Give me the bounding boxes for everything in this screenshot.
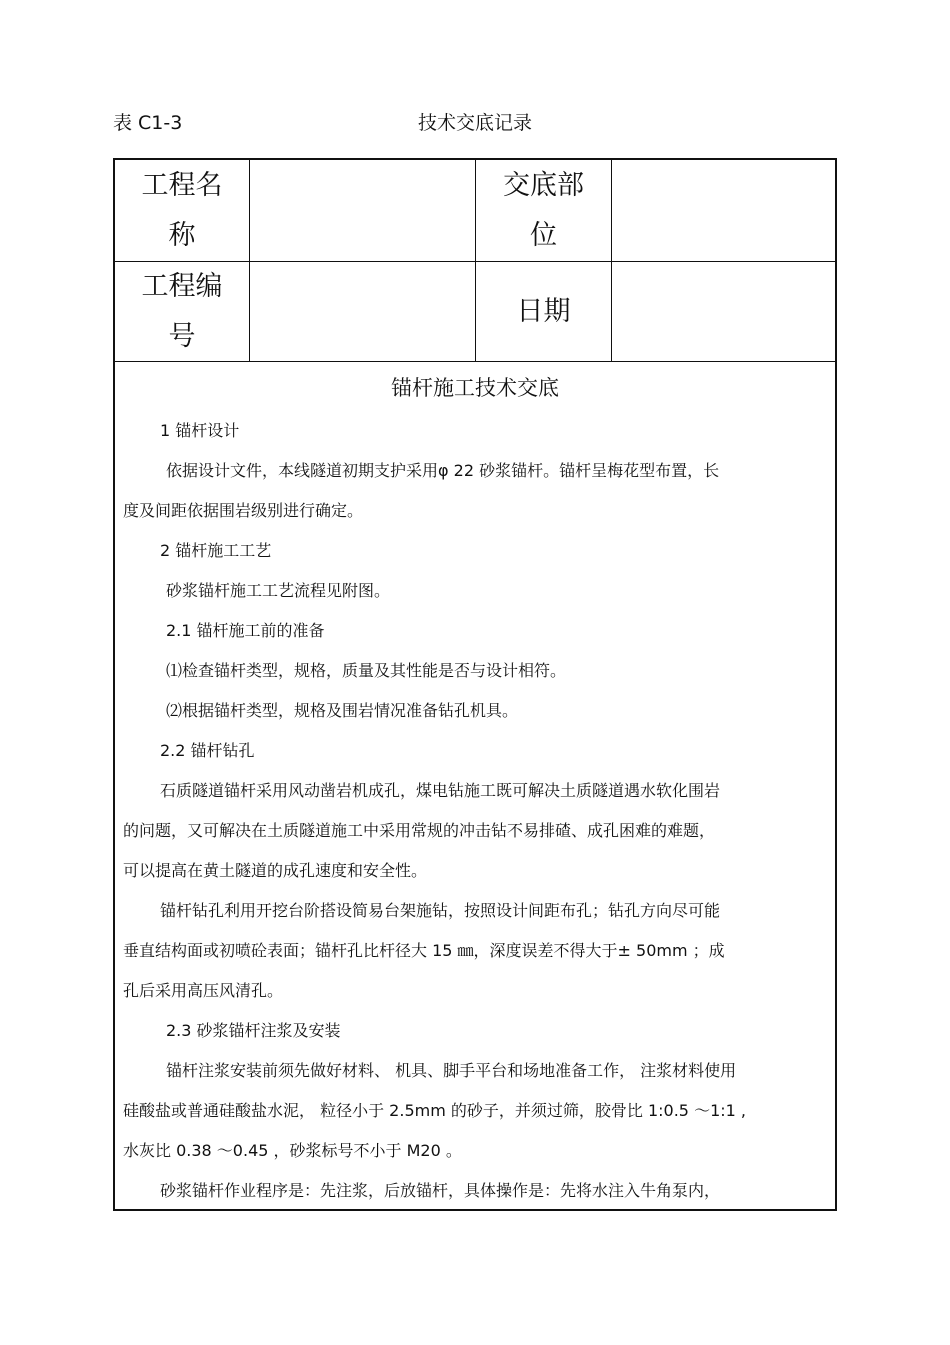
content-line: 可以提高在黄土隧道的成孔速度和安全性。 [123,861,428,880]
project-no-label [115,262,249,361]
content-line: 的问题，又可解决在土质隧道施工中采用常规的冲击钻不易排碴、成孔困难的难题， [123,821,716,840]
location-label [476,160,611,261]
content-line: 水灰比 0.38 ～0.45 ，砂浆标号不小于 M20 。 [123,1141,462,1160]
content-line: 垂直结构面或初喷砼表面；锚杆孔比杆径大 15 ㎜，深度误差不得大于± 50mm ；成 [123,941,725,960]
content-line: 2.3 砂浆锚杆注浆及安装 [166,1021,341,1040]
content-line: 2 锚杆施工工艺 [160,541,272,560]
row-divider [115,361,835,362]
content-line: 2.1 锚杆施工前的准备 [166,621,325,640]
content-line: 砂浆锚杆施工工艺流程见附图。 [166,581,391,600]
content-line: 锚杆注浆安装前须先做好材料、 机具、脚手平台和场地准备工作， 注浆材料使用 [166,1061,737,1080]
project-no-label-line2: 号 [168,320,196,352]
location-field[interactable] [612,160,835,261]
content-line: 硅酸盐或普通硅酸盐水泥， 粒径小于 2.5mm 的砂子，并须过筛，胶骨比 1:0.5 ～1:1 , [123,1101,746,1120]
project-name-label [115,160,249,261]
content-line: 孔后采用高压风清孔。 [123,981,284,1000]
content-line: 砂浆锚杆作业程序是：先注浆，后放锚杆，具体操作是：先将水注入牛角泵内， [160,1181,721,1200]
document-title: 技术交底记录 [417,112,532,134]
form-code: 表 C1-3 [113,112,183,134]
project-no-label-line1: 工程编 [141,270,223,302]
content-line: ⑵根据锚杆类型，规格及围岩情况准备钻孔机具。 [166,701,519,720]
project-name-field[interactable] [250,160,475,261]
date-label-text: 日期 [516,295,571,327]
content-line: 锚杆钻孔利用开挖台阶搭设简易台架施钻，按照设计间距布孔；钻孔方向尽可能 [160,901,721,920]
content-line: 依据设计文件，本线隧道初期支护采用φ 22 砂浆锚杆。锚杆呈梅花型布置，长 [166,461,720,480]
content-line: 石质隧道锚杆采用风动凿岩机成孔，煤电钻施工既可解决土质隧道遇水软化围岩 [160,781,721,800]
date-field[interactable] [612,262,835,361]
date-label [476,262,611,361]
section-title: 锚杆施工技术交底 [391,376,559,400]
content-line: 度及间距依据围岩级别进行确定。 [123,501,364,520]
project-name-label-line2: 称 [168,219,196,251]
content-line: ⑴检查锚杆类型，规格，质量及其性能是否与设计相符。 [166,661,567,680]
location-label-line1: 交底部 [503,169,584,201]
record-table [113,158,837,1211]
project-no-field[interactable] [250,262,475,361]
content-line: 2.2 锚杆钻孔 [160,741,255,760]
project-name-label-line1: 工程名 [141,169,223,201]
location-label-line2: 位 [530,219,557,251]
content-line: 1 锚杆设计 [160,421,240,440]
